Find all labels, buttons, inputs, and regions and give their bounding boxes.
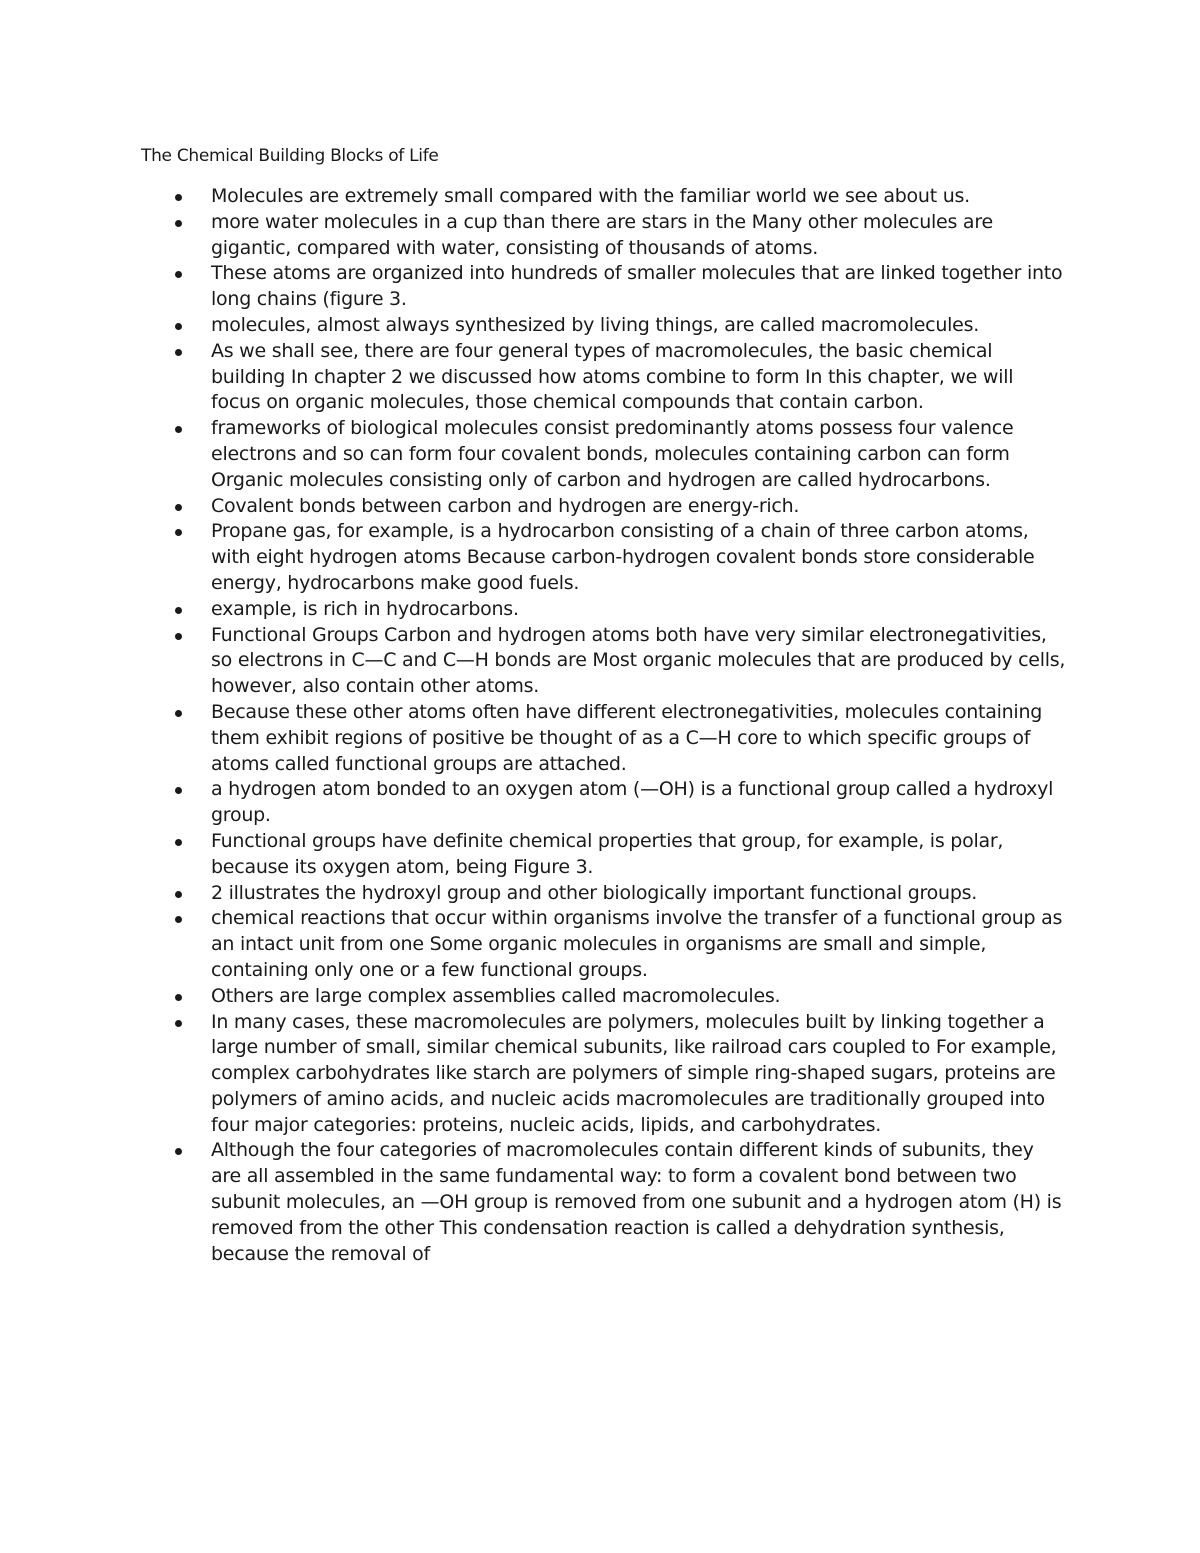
list-item — [168, 261, 1068, 313]
bullet-dot-icon — [175, 323, 182, 330]
list-item — [168, 1010, 1068, 1139]
list-item — [168, 519, 1068, 596]
list-item — [168, 1138, 1068, 1267]
bullet-text: Although the four categories of macromolecules contain different kinds of subunits, they are all assembled in the same fundamental way: to form a covalent bond between two subunit molecules, an —OH group is removed from one subunit and a hydrogen atom (H) is removed from the other This condensation reaction is called a dehydration synthesis, because the removal of — [211, 1139, 1062, 1265]
bullet-text: more water molecules in a cup than there are stars in the Many other molecules are gigantic, compared with water, consisting of thousands of atoms. — [211, 210, 993, 259]
bullet-dot-icon — [175, 271, 182, 278]
bullet-dot-icon — [175, 220, 182, 227]
bullet-list — [168, 184, 1068, 1267]
bullet-text: As we shall see, there are four general types of macromolecules, the basic chemical building In chapter 2 we discussed how atoms combine to form In this chapter, we will focus on organic molecules, those chemical compounds that contain carbon. — [211, 339, 1014, 414]
bullet-text: chemical reactions that occur within organisms involve the transfer of a functional group as an intact unit from one Some organic molecules in organisms are small and simple, containing only one or a few functional groups. — [211, 907, 1063, 981]
list-item — [168, 906, 1068, 983]
list-item — [168, 313, 1068, 339]
bullet-dot-icon — [175, 633, 182, 640]
bullet-dot-icon — [175, 1148, 182, 1155]
list-item — [168, 700, 1068, 777]
list-item — [168, 597, 1068, 623]
list-item — [168, 829, 1068, 881]
list-item — [168, 494, 1068, 520]
list-item — [168, 184, 1068, 210]
bullet-text: 2 illustrates the hydroxyl group and other biologically important functional groups. — [211, 881, 978, 904]
bullet-text: Propane gas, for example, is a hydrocarbon consisting of a chain of three carbon atoms, with eight hydrogen atoms Because carbon-hydrogen covalent bonds store considerable energy, hydrocarbons make good fuels. — [211, 520, 1035, 594]
bullet-text: Functional Groups Carbon and hydrogen atoms both have very similar electronegativities, so electrons in C—C and C—H bonds are Most organic molecules that are produced by cells, however, also contain other atoms. — [211, 623, 1066, 698]
list-item — [168, 339, 1068, 416]
bullet-text: In many cases, these macromolecules are polymers, molecules built by linking together a large number of small, similar chemical subunits, like railroad cars coupled to For example, complex carbohydrates like starch are polymers of simple ring-shaped sugars, proteins are polymers of amino acids, and nucleic acids macromolecules are traditionally grouped into four major categories: proteins, nucleic acids, lipids, and carbohydrates. — [211, 1010, 1057, 1136]
list-item — [168, 777, 1068, 829]
bullet-text: example, is rich in hydrocarbons. — [211, 597, 519, 620]
list-item — [168, 881, 1068, 907]
bullet-dot-icon — [175, 194, 182, 201]
bullet-text: Functional groups have definite chemical properties that group, for example, is polar, because its oxygen atom, being Figure 3. — [211, 829, 1004, 878]
bullet-text: These atoms are organized into hundreds of smaller molecules that are linked together into long chains (figure 3. — [211, 262, 1063, 311]
bullet-dot-icon — [175, 607, 182, 614]
bullet-dot-icon — [175, 891, 182, 898]
bullet-dot-icon — [175, 710, 182, 717]
bullet-dot-icon — [175, 426, 182, 433]
bullet-text: molecules, almost always synthesized by living things, are called macromolecules. — [211, 313, 980, 336]
bullet-text: frameworks of biological molecules consist predominantly atoms possess four valence electrons and so can form four covalent bonds, molecules containing carbon can form Organic molecules consisting only of carbon and hydrogen are called hydrocarbons. — [211, 417, 1014, 491]
bullet-dot-icon — [175, 787, 182, 794]
document-title: The Chemical Building Blocks of Life — [141, 146, 439, 166]
bullet-dot-icon — [175, 994, 182, 1001]
list-item — [168, 623, 1068, 700]
bullet-dot-icon — [175, 349, 182, 356]
bullet-dot-icon — [175, 916, 182, 923]
bullet-text: Molecules are extremely small compared with the familiar world we see about us. — [211, 185, 970, 207]
list-item — [168, 984, 1068, 1010]
list-item — [168, 416, 1068, 493]
bullet-text: Others are large complex assemblies called macromolecules. — [211, 984, 781, 1007]
bullet-text: Because these other atoms often have different electronegativities, molecules containing them exhibit regions of positive be thought of as a C—H core to which specific groups of atoms called functional groups are attached. — [211, 700, 1043, 775]
bullet-text: Covalent bonds between carbon and hydrogen are energy-rich. — [211, 494, 800, 517]
bullet-dot-icon — [175, 529, 182, 536]
bullet-dot-icon — [175, 1020, 182, 1027]
bullet-dot-icon — [175, 839, 182, 846]
bullet-text: a hydrogen atom bonded to an oxygen atom (—OH) is a functional group called a hydroxyl group. — [211, 778, 1054, 827]
bullet-dot-icon — [175, 504, 182, 511]
list-item — [168, 210, 1068, 262]
